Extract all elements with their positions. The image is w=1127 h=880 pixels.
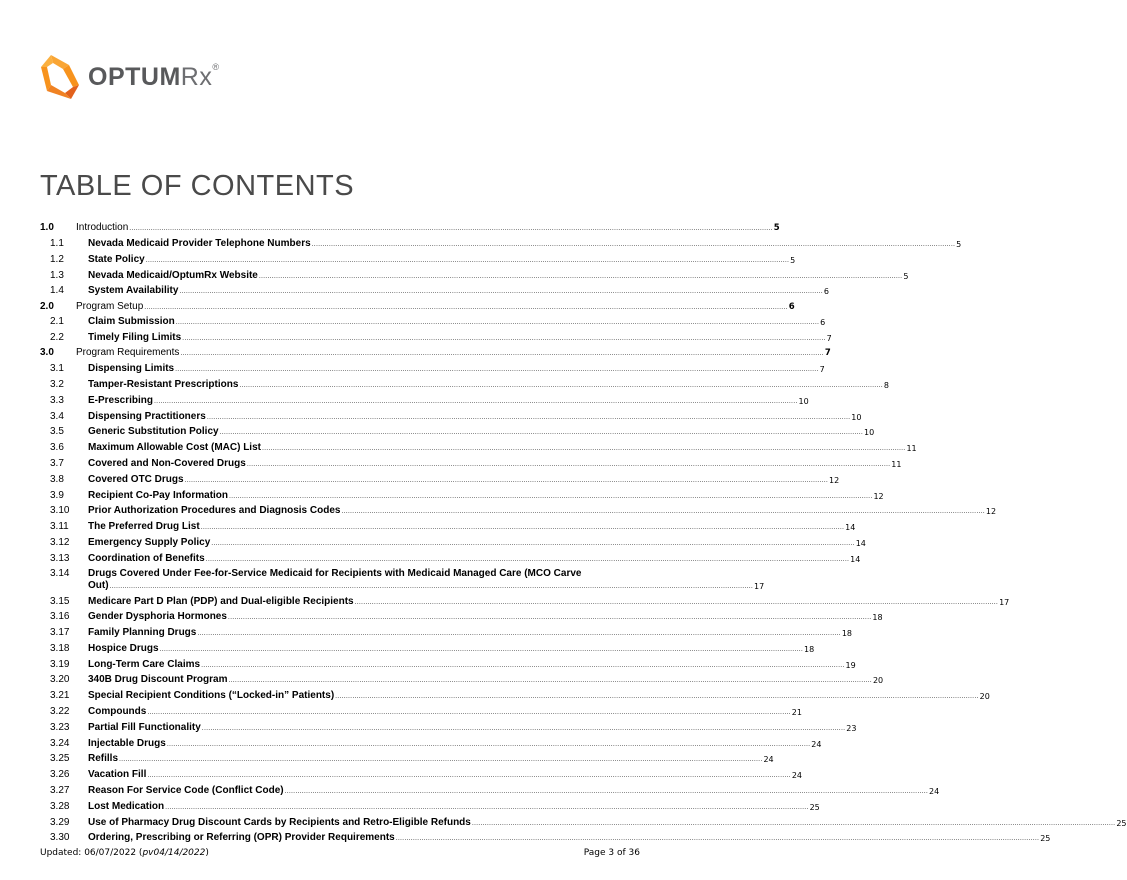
toc-page: 24 [929, 787, 940, 797]
toc-page: 18 [804, 644, 815, 654]
toc-number: 3.16 [50, 611, 70, 623]
toc-page: 12 [873, 491, 884, 501]
toc-page: 6 [820, 318, 826, 328]
toc-number: 2.2 [50, 332, 64, 344]
toc-number: 1.1 [50, 237, 64, 249]
toc-number: 3.23 [50, 721, 70, 733]
toc-leader: ............................................................................................................................................................................................................................................................................................................ [258, 272, 903, 280]
toc-title: Claim Submission [88, 316, 175, 328]
toc-leader: ............................................................................................................................................................................................................................................................................................................ [227, 614, 872, 622]
toc-page: 11 [906, 444, 917, 454]
toc-leader: ............................................................................................................................................................................................................................................................................................................ [182, 335, 826, 343]
toc-page: 25 [1040, 834, 1051, 844]
toc-subsection-entry[interactable] [40, 638, 815, 654]
toc-leader: ............................................................................................................................................................................................................................................................................................................ [311, 240, 956, 248]
toc-leader: ............................................................................................................................................................................................................................................................................................................ [229, 492, 873, 500]
toc-leader: ............................................................................................................................................................................................................................................................................................................ [354, 598, 999, 606]
toc-title: Hospice Drugs [88, 642, 159, 654]
toc-title: Family Planning Drugs [88, 627, 197, 639]
toc-leader: ............................................................................................................................................................................................................................................................................................................ [239, 381, 883, 389]
toc-page: 24 [811, 739, 822, 749]
toc-page: 14 [855, 538, 866, 548]
toc-number: 3.22 [50, 706, 70, 718]
toc-number: 3.21 [50, 690, 70, 702]
toc-page: 18 [872, 613, 883, 623]
toc-title: Introduction [76, 222, 129, 234]
toc-title: Medicare Part D Plan (PDP) and Dual-eligible Recipients [88, 595, 354, 607]
toc-subsection-entry[interactable] [40, 312, 826, 328]
toc-page: 5 [956, 239, 962, 249]
toc-subsection-entry[interactable] [40, 327, 832, 344]
toc-title: Reason For Service Code (Conflict Code) [88, 785, 284, 797]
toc-leader: ............................................................................................................................................................................................................................................................................................................ [206, 413, 851, 421]
page-number: Page 3 of 36 [583, 848, 640, 858]
toc-title: Vacation Fill [88, 769, 147, 781]
toc-leader: ............................................................................................................................................................................................................................................................................................................ [145, 256, 790, 264]
toc-page: 10 [864, 428, 875, 438]
toc-leader: ............................................................................................................................................................................................................................................................................................................ [211, 539, 855, 547]
toc-number: 3.25 [50, 753, 70, 765]
toc-title: E-Prescribing [88, 394, 154, 406]
toc-title: Covered OTC Drugs [88, 473, 184, 485]
toc-subsection-entry[interactable] [40, 685, 990, 702]
toc-number: 3.13 [50, 552, 70, 564]
toc-leader: ............................................................................................................................................................................................................................................................................................................ [175, 366, 819, 374]
toc-subsection-entry[interactable] [40, 453, 902, 469]
toc-title: Timely Filing Limits [88, 332, 182, 344]
toc-leader: ............................................................................................................................................................................................................................................................................................................ [471, 819, 1116, 827]
toc-title: Dispensing Practitioners [88, 410, 206, 422]
toc-number: 3.18 [50, 642, 70, 654]
toc-title: Generic Substitution Policy [88, 426, 219, 438]
toc-number: 3.4 [50, 410, 64, 422]
toc-leader: ............................................................................................................................................................................................................................................................................................................ [335, 693, 979, 701]
toc-title: Program Setup [76, 300, 144, 312]
toc-title: Program Requirements [76, 347, 180, 359]
toc-page: 20 [872, 676, 884, 686]
toc-number: 3.27 [50, 785, 70, 797]
toc-subsection-entry[interactable] [40, 548, 861, 564]
toc-leader: ............................................................................................................................................................................................................................................................................................................ [395, 835, 1040, 843]
toc-title: Special Recipient Conditions (“Locked-in” Patients) [88, 690, 335, 702]
toc-leader: ............................................................................................................................................................................................................................................................................................................ [165, 803, 809, 811]
toc-page: 8 [883, 380, 889, 390]
toc-leader: ............................................................................................................................................................................................................................................................................................................ [201, 724, 846, 732]
toc-page: 5 [903, 271, 909, 281]
toc-title: Nevada Medicaid Provider Telephone Numbers [88, 237, 311, 249]
toc-leader: ............................................................................................................................................................................................................................................................................................................ [205, 555, 850, 563]
toc-leader: ............................................................................................................................................................................................................................................................................................................ [200, 524, 845, 532]
toc-subsection-entry[interactable] [40, 733, 822, 749]
toc-leader: ............................................................................................................................................................................................................................................................................................................ [129, 225, 773, 233]
toc-number: 3.6 [50, 442, 64, 454]
toc-title: Ordering, Prescribing or Referring (OPR) Provider Requirements [88, 832, 395, 844]
toc-leader: ............................................................................................................................................................................................................................................................................................................ [119, 756, 763, 764]
toc-leader: ............................................................................................................................................................................................................................................................................................................ [261, 445, 906, 453]
toc-number: 1.3 [50, 269, 64, 281]
toc-subsection-entry[interactable] [40, 622, 852, 639]
toc-number: 3.5 [50, 426, 64, 438]
toc-page: 14 [845, 523, 856, 533]
toc-leader: ............................................................................................................................................................................................................................................................................................................ [159, 645, 804, 653]
toc-number: 3.2 [50, 378, 64, 390]
toc-subsection-entry[interactable] [40, 233, 962, 249]
toc-title: Gender Dysphoria Hormones [88, 611, 227, 623]
toc-leader: ............................................................................................................................................................................................................................................................................................................ [109, 582, 753, 590]
toc-subsection-entry[interactable] [40, 564, 765, 591]
toc-subsection-entry[interactable] [40, 469, 840, 485]
toc-number: 3.14 [50, 567, 70, 579]
toc-title: System Availability [88, 285, 179, 297]
toc-page: 21 [791, 708, 802, 718]
toc-page: 17 [999, 597, 1010, 607]
toc-leader: ............................................................................................................................................................................................................................................................................................................ [184, 476, 829, 484]
toc-page: 17 [754, 581, 765, 591]
toc-number: 3.26 [50, 769, 70, 781]
toc-number: 3.29 [50, 816, 70, 828]
toc-subsection-entry[interactable] [40, 422, 875, 438]
toc-subsection-entry[interactable] [40, 532, 866, 548]
brand-light: Rx [180, 62, 213, 91]
toc-number: 3.8 [50, 473, 64, 485]
toc-leader: ............................................................................................................................................................................................................................................................................................................ [341, 508, 985, 516]
toc-number: 3.11 [50, 521, 69, 533]
toc-title: Tamper-Resistant Prescriptions [88, 378, 239, 390]
toc-number: 3.15 [50, 595, 70, 607]
toc-number: 3.20 [50, 674, 70, 686]
toc-page: 10 [851, 412, 862, 422]
toc-section-entry[interactable] [40, 296, 795, 312]
toc-subsection-entry[interactable] [40, 654, 856, 670]
toc-subsection-entry[interactable] [40, 501, 997, 517]
toc-subsection-entry[interactable] [40, 591, 1010, 607]
page-title: TABLE OF CONTENTS [40, 170, 355, 202]
toc-leader: ............................................................................................................................................................................................................................................................................................................ [201, 661, 845, 669]
updated-date: Updated: 06/07/2022 (pv04/14/2022) [40, 848, 209, 858]
toc-leader: ............................................................................................................................................................................................................................................................................................................ [197, 630, 841, 638]
toc-page: 18 [841, 629, 852, 639]
toc-leader: ............................................................................................................................................................................................................................................................................................................ [166, 740, 811, 748]
toc-number: 3.28 [50, 800, 70, 812]
toc-subsection-entry[interactable] [40, 374, 889, 390]
toc-subsection-entry[interactable] [40, 485, 884, 501]
toc-title: Prior Authorization Procedures and Diagnosis Codes [88, 505, 341, 517]
toc-subsection-entry[interactable] [40, 717, 857, 733]
toc-page: 19 [845, 660, 856, 670]
toc-page: 14 [850, 554, 861, 564]
toc-title: 340B Drug Discount Program [88, 674, 228, 686]
toc-subsection-entry[interactable] [40, 764, 802, 781]
toc-subsection-entry[interactable] [40, 670, 884, 686]
optumrx-logo [41, 55, 219, 99]
toc-number: 3.12 [50, 536, 70, 548]
toc-subsection-entry[interactable] [40, 780, 940, 797]
toc-subsection-entry[interactable] [40, 406, 862, 422]
toc-subsection-entry[interactable] [40, 358, 825, 375]
toc-title: Recipient Co-Pay Information [88, 489, 229, 501]
toc-page: 12 [829, 475, 840, 485]
toc-leader: ............................................................................................................................................................................................................................................................................................................ [284, 788, 929, 796]
toc-number: 3.24 [50, 737, 70, 749]
toc-number: 3.7 [50, 457, 64, 469]
toc-page: 23 [846, 723, 857, 733]
toc-title: Long-Term Care Claims [88, 658, 201, 670]
toc-page: 7 [826, 334, 832, 344]
toc-subsection-entry[interactable] [40, 390, 809, 406]
toc-leader: ............................................................................................................................................................................................................................................................................................................ [147, 772, 791, 780]
toc-title: The Preferred Drug List [88, 521, 200, 533]
toc-title: Emergency Supply Policy [88, 536, 211, 548]
page-footer [40, 848, 640, 858]
toc-title: State Policy [88, 253, 145, 265]
toc-number: 3.30 [50, 832, 70, 844]
toc-leader: ............................................................................................................................................................................................................................................................................................................ [180, 350, 824, 358]
toc-subsection-entry[interactable] [40, 749, 774, 765]
toc-title: Use of Pharmacy Drug Discount Cards by Recipients and Retro-Eligible Refunds [88, 816, 471, 828]
toc-subsection-entry[interactable] [40, 516, 856, 533]
toc-page: 12 [985, 507, 997, 517]
toc-leader: ............................................................................................................................................................................................................................................................................................................ [246, 460, 891, 468]
toc-number: 3.1 [50, 363, 64, 375]
toc-title: Coordination of Benefits [88, 552, 205, 564]
toc-number: 1.0 [40, 222, 54, 234]
toc-subsection-entry[interactable] [40, 607, 883, 623]
toc-page: 25 [809, 802, 820, 812]
toc-number: 2.0 [40, 300, 54, 312]
toc-leader: ............................................................................................................................................................................................................................................................................................................ [147, 709, 791, 717]
toc-page: 20 [979, 692, 990, 702]
toc-title: Compounds [88, 706, 147, 718]
toc-number: 3.19 [50, 658, 70, 670]
toc-title: Partial Fill Functionality [88, 721, 201, 733]
toc-leader: ............................................................................................................................................................................................................................................................................................................ [175, 319, 820, 327]
toc-title: Nevada Medicaid/OptumRx Website [88, 269, 258, 281]
toc-title: Refills [88, 753, 119, 765]
toc-page: 5 [790, 255, 796, 265]
toc-leader: ............................................................................................................................................................................................................................................................................................................ [228, 677, 872, 685]
toc-page: 6 [788, 301, 795, 312]
brand-wordmark [88, 61, 220, 91]
toc-subsection-entry[interactable] [40, 828, 1051, 844]
toc-subsection-entry[interactable] [40, 812, 1127, 828]
toc-title: Maximum Allowable Cost (MAC) List [88, 442, 261, 454]
toc-title: Dispensing Limits [88, 363, 175, 375]
toc-title-continued: Out) [88, 579, 109, 591]
toc-title: Lost Medication [88, 800, 165, 812]
table-of-contents [40, 218, 1127, 844]
toc-subsection-entry[interactable] [40, 701, 802, 718]
toc-page: 25 [1116, 818, 1127, 828]
toc-number: 3.3 [50, 394, 64, 406]
toc-leader: ............................................................................................................................................................................................................................................................................................................ [179, 288, 823, 296]
toc-page: 24 [763, 755, 774, 765]
toc-page: 5 [773, 223, 780, 234]
toc-leader: ............................................................................................................................................................................................................................................................................................................ [144, 303, 788, 311]
toc-title: Injectable Drugs [88, 737, 166, 749]
toc-subsection-entry[interactable] [40, 796, 820, 812]
toc-number: 3.0 [40, 347, 54, 359]
toc-leader: ............................................................................................................................................................................................................................................................................................................ [219, 429, 864, 437]
toc-page: 7 [824, 348, 831, 359]
brand-bold: OPTUM [88, 62, 181, 91]
toc-section-entry[interactable] [40, 343, 831, 359]
toc-page: 24 [791, 771, 802, 781]
toc-page: 10 [798, 396, 809, 406]
toc-number: 1.4 [50, 285, 64, 297]
toc-page: 11 [891, 459, 902, 469]
toc-subsection-entry[interactable] [40, 249, 796, 265]
toc-title: Covered and Non-Covered Drugs [88, 457, 246, 469]
toc-subsection-entry[interactable] [40, 281, 829, 297]
toc-page: 6 [823, 287, 829, 297]
optumrx-emblem-icon [41, 55, 81, 99]
toc-leader: ............................................................................................................................................................................................................................................................................................................ [154, 397, 798, 405]
toc-number: 3.9 [50, 489, 64, 501]
toc-title: Drugs Covered Under Fee-for-Service Medicaid for Recipients with Medicaid Managed Care (MCO Carve [88, 567, 582, 579]
toc-page: 7 [819, 365, 825, 375]
toc-subsection-entry[interactable] [40, 265, 909, 281]
toc-number: 2.1 [50, 316, 64, 328]
toc-number: 3.17 [50, 627, 70, 639]
toc-section-entry[interactable] [40, 218, 780, 234]
toc-number: 1.2 [50, 253, 64, 265]
brand-registered: ® [212, 61, 220, 72]
toc-subsection-entry[interactable] [40, 437, 917, 454]
toc-number: 3.10 [50, 505, 70, 517]
